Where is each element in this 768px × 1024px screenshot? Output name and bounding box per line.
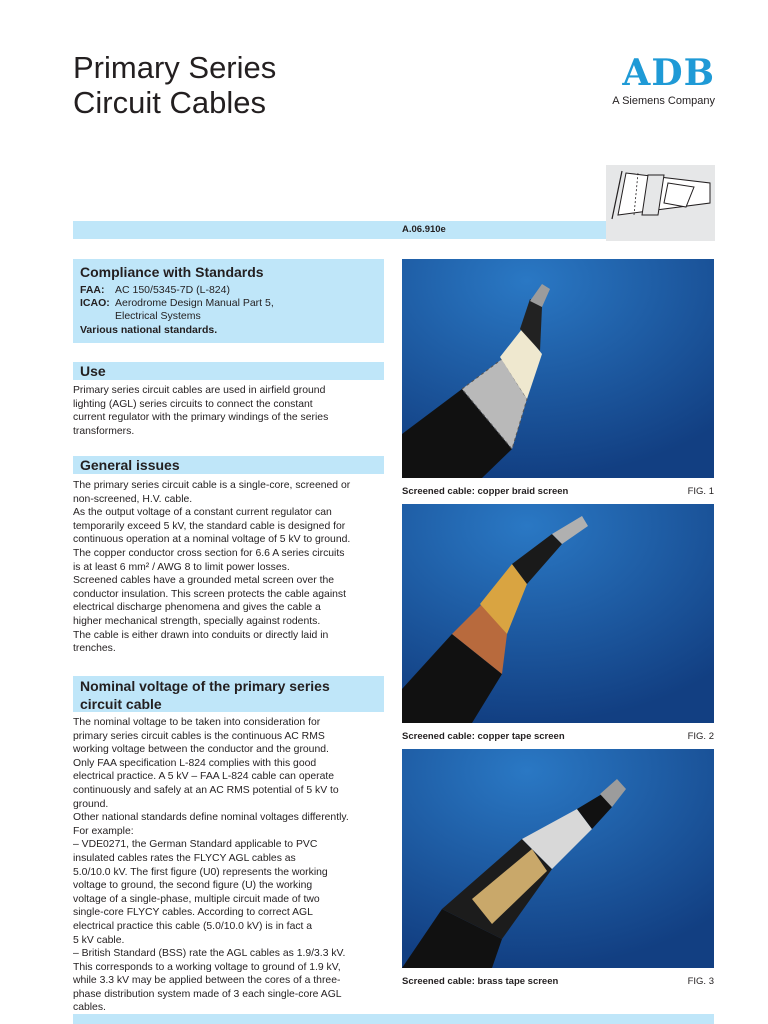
- text-line: higher mechanical strength, specially against rodents.: [73, 615, 321, 627]
- text-line: voltage to ground, the second figure (U) the working: [73, 880, 313, 892]
- figure-caption-text: Screened cable: copper tape screen: [402, 731, 565, 742]
- text-line: current regulator with the primary windings of the series: [73, 412, 329, 424]
- text-line: The copper conductor cross section for 6.6 A series circuits: [73, 547, 345, 559]
- general-heading-band: [73, 456, 384, 474]
- text-line: 5.0/10.0 kV. The first figure (U0) represents the working: [73, 866, 328, 878]
- title-line-2: Circuit Cables: [73, 85, 266, 120]
- text-line: cables.: [73, 1002, 106, 1014]
- text-line: voltage of a single-phase, multiple circuit made of two: [73, 893, 320, 905]
- text-line: This corresponds to a working voltage to ground of 1.9 kV,: [73, 961, 341, 973]
- compliance-box: [73, 259, 384, 343]
- figure-1-caption: [402, 486, 714, 497]
- text-line: trenches.: [73, 643, 116, 655]
- text-line: phase distribution system made of 3 each single-core AGL: [73, 988, 342, 1000]
- figure-3-caption: [402, 976, 714, 987]
- nominal-text: [73, 716, 385, 1015]
- text-line: ground.: [73, 798, 109, 810]
- figure-1-photo: [402, 259, 714, 478]
- text-line: As the output voltage of a constant current regulator can: [73, 507, 332, 519]
- nominal-heading: [80, 677, 330, 713]
- footer-band: [73, 1014, 714, 1024]
- figure-label: FIG. 2: [687, 731, 714, 742]
- text-line: Only FAA specification L-824 complies with this good: [73, 757, 317, 769]
- national-standards: Various national standards.: [80, 324, 218, 336]
- general-heading: General issues: [80, 457, 180, 473]
- cable-braid-image: [402, 259, 714, 478]
- text-line: – British Standard (BSS) rate the AGL cables as 1.9/3.3 kV.: [73, 948, 346, 960]
- text-line: working voltage between the conductor and the ground.: [73, 744, 329, 756]
- text-line: non-screened, H.V. cable.: [73, 493, 193, 505]
- use-heading: Use: [80, 363, 106, 379]
- figure-label: FIG. 1: [687, 486, 714, 497]
- compliance-heading: Compliance with Standards: [80, 264, 264, 280]
- text-line: insulated cables rates the FLYCY AGL cables as: [73, 852, 296, 864]
- figure-3-photo: [402, 749, 714, 968]
- company-logo: [603, 53, 715, 107]
- figure-2-caption: [402, 731, 714, 742]
- document-number: A.06.910e: [402, 224, 446, 235]
- icao-value-1: Aerodrome Design Manual Part 5,: [115, 297, 274, 309]
- text-line: continuously and safely at an AC RMS potential of 5 kV to: [73, 784, 339, 796]
- text-line: The cable is either drawn into conduits or directly laid in: [73, 629, 329, 641]
- figure-caption-text: Screened cable: copper braid screen: [402, 486, 569, 497]
- use-text: [73, 384, 385, 438]
- figure-2-photo: [402, 504, 714, 723]
- text-line: conductor insulation. This screen protects the cable against: [73, 588, 347, 600]
- title-line-1: Primary Series: [73, 50, 277, 85]
- text-line: electrical practice this cable (5.0/10.0 kV) is in fact a: [73, 920, 313, 932]
- nominal-heading-line-2: circuit cable: [80, 696, 162, 712]
- text-line: electrical discharge phenomena and gives the cable a: [73, 602, 321, 614]
- nominal-heading-line-1: Nominal voltage of the primary series: [80, 678, 330, 694]
- text-line: transformers.: [73, 425, 135, 437]
- cable-copper-tape-image: [402, 504, 714, 723]
- text-line: single-core FLYCY cables. According to correct AGL: [73, 907, 313, 919]
- text-line: primary series circuit cables is the continuous AC RMS: [73, 730, 325, 742]
- use-heading-band: [73, 362, 384, 380]
- text-line: continuous operation at a nominal voltage of 5 kV to ground.: [73, 534, 351, 546]
- logo-subtitle: A Siemens Company: [612, 95, 715, 107]
- nominal-heading-band: [73, 676, 384, 712]
- logo-mark: ADB: [622, 52, 715, 94]
- text-line: electrical practice. A 5 kV – FAA L-824 cable can operate: [73, 771, 335, 783]
- text-line: Other national standards define nominal voltages differently.: [73, 812, 349, 824]
- text-line: 5 kV cable.: [73, 934, 125, 946]
- text-line: Primary series circuit cables are used in airfield ground: [73, 385, 326, 396]
- general-text: [73, 479, 385, 656]
- text-line: For example:: [73, 825, 134, 837]
- text-line: while 3.3 kV may be applied between the cores of a three-: [73, 975, 341, 987]
- text-line: The nominal voltage to be taken into consideration for: [73, 717, 321, 728]
- text-line: is at least 6 mm² / AWG 8 to limit power losses.: [73, 561, 290, 573]
- icao-label: ICAO:: [80, 297, 110, 309]
- figure-caption-text: Screened cable: brass tape screen: [402, 976, 559, 987]
- cable-brass-tape-image: [402, 749, 714, 968]
- faa-label: FAA:: [80, 284, 105, 296]
- text-line: Screened cables have a grounded metal screen over the: [73, 575, 335, 587]
- text-line: lighting (AGL) series circuits to connect the constant: [73, 398, 313, 410]
- runway-icon: [606, 165, 715, 241]
- text-line: – VDE0271, the German Standard applicable to PVC: [73, 839, 318, 851]
- faa-value: AC 150/5345-7D (L-824): [115, 284, 230, 296]
- text-line: The primary series circuit cable is a single-core, screened or: [73, 480, 351, 491]
- airfield-pictogram: [606, 165, 715, 241]
- text-line: temporarily exceed 5 kV, the standard cable is designed for: [73, 520, 346, 532]
- icao-value-2: Electrical Systems: [115, 310, 201, 322]
- document-number-band: [73, 221, 606, 239]
- figure-label: FIG. 3: [687, 976, 714, 987]
- page-title: [73, 50, 276, 120]
